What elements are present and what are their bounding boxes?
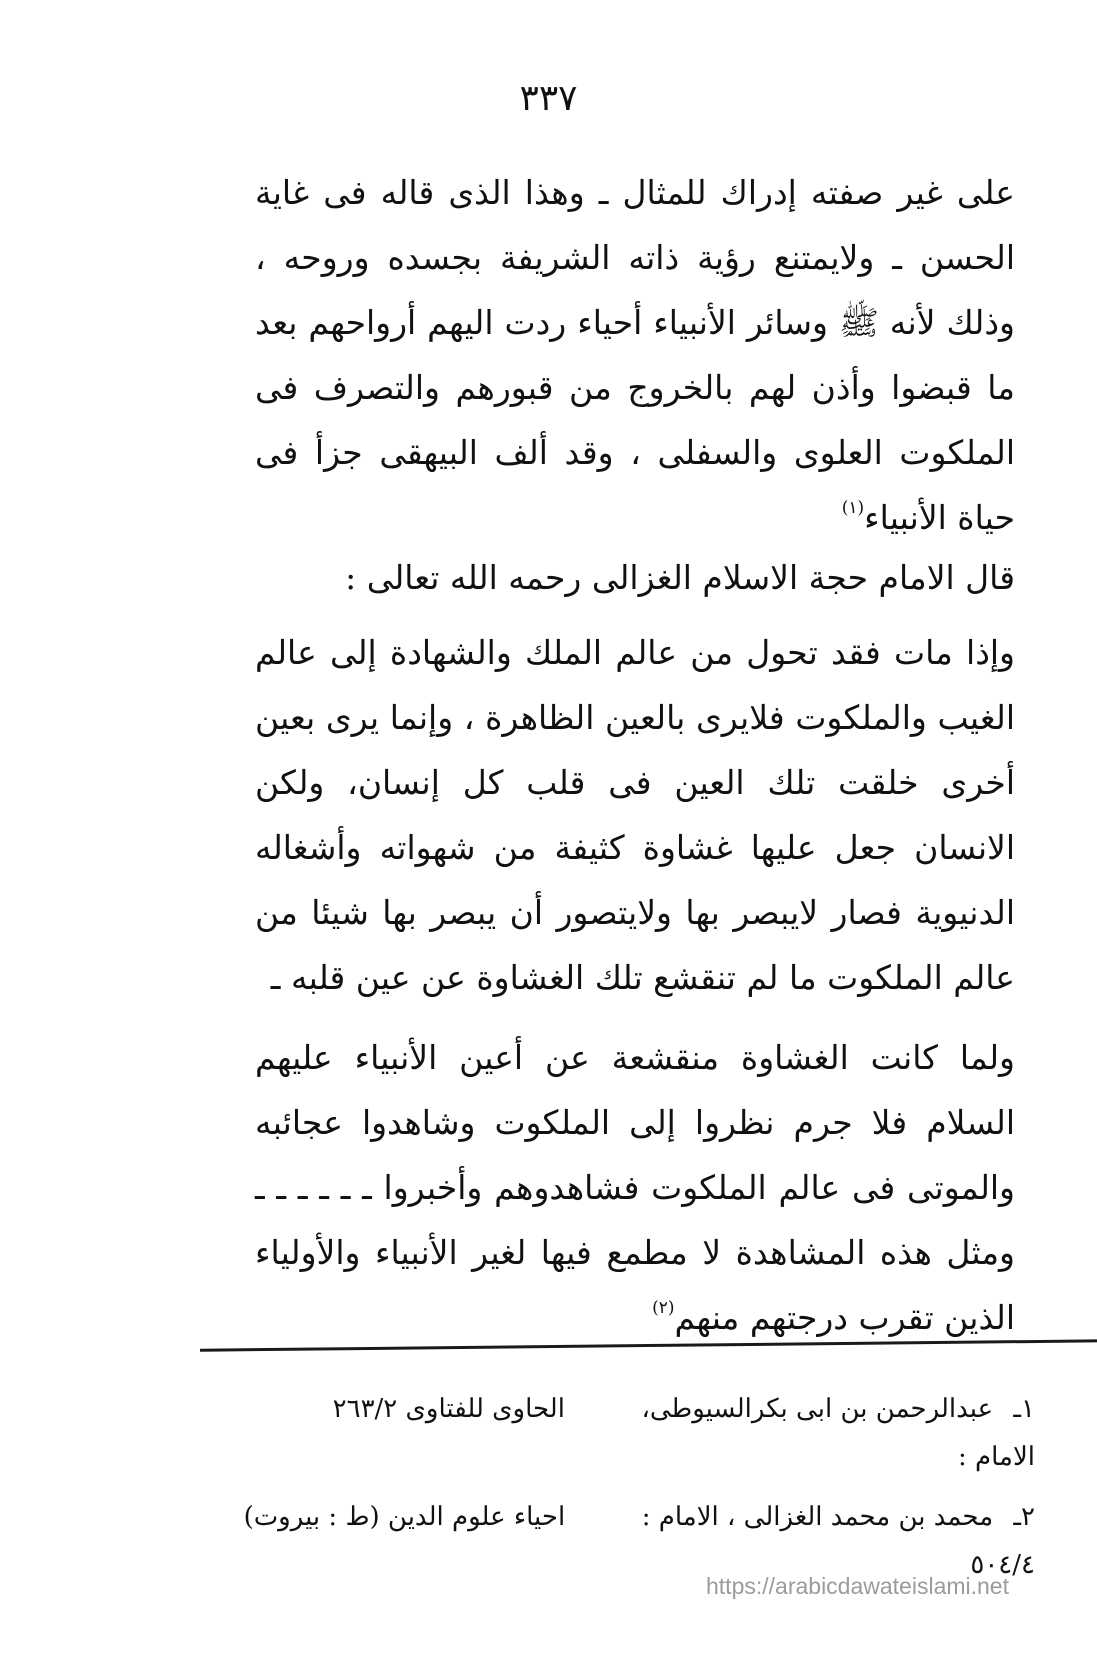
footnote-number: ١ـ [1013, 1394, 1035, 1424]
paragraph-1 [255, 160, 1015, 550]
footnote-author: عبدالرحمن بن ابى بكرالسيوطى، [641, 1394, 994, 1424]
paragraph-2 [255, 545, 1015, 610]
page-number: ٣٣٧ [519, 78, 578, 119]
footnote-author: محمد بن محمد الغزالى ، الامام : [641, 1502, 994, 1532]
footnote-continuation: الامام : [957, 1442, 1035, 1472]
paragraph-3 [255, 620, 1015, 1010]
footnotes [210, 1385, 1035, 1601]
footnote-number: ٢ـ [1013, 1502, 1035, 1532]
paragraph-text: قال الامام حجة الاسلام الغزالى رحمه الله تعالى : [345, 558, 1015, 597]
paragraph-4 [255, 1025, 1015, 1350]
footnote-source: احياء علوم الدين (ط : بيروت) ٥٠٤/٤ [243, 1502, 1035, 1580]
footnote-ref: (١) [841, 498, 865, 518]
footnote-ref: (٢) [652, 1298, 675, 1318]
paragraph-text: وإذا مات فقد تحول من عالم الملك والشهادة إلى عالم الغيب والملكوت فلايرى بالعين الظاهرة ، وإنما يرى بعين أخرى خلقت تلك العين فى قلب كل إنسان، ولكن الانسان جعل عليها غشاوة كثيفة من شهواته وأشغاله الدنيوية فصار لايبصر بها ولايتصور أن يبصر بها شيئا من عالم الملكوت ما لم تنقشع تلك الغشاوة عن عين قلبه ـ [255, 633, 1015, 997]
paragraph-text: على غير صفته إدراك للمثال ـ وهذا الذى قاله فى غاية الحسن ـ ولايمتنع رؤية ذاته الشريفة بجسده وروحه ، وذلك لأنه ﷺ وسائر الأنبياء أحياء ردت اليهم أرواحهم بعد ما قبضوا وأذن لهم بالخروج من قبورهم والتصرف فى الملكوت العلوى والسفلى ، وقد ألف البيهقى جزأ فى حياة الأنبياء [255, 173, 1016, 537]
watermark-url: https://arabicdawateislami.net [706, 1573, 1009, 1599]
paragraph-text: ولما كانت الغشاوة منقشعة عن أعين الأنبياء عليهم السلام فلا جرم نظروا إلى الملكوت وشاهدوا عجائبه والموتى فى عالم الملكوت فشاهدوهم وأخبروا ـ ـ ـ ـ ـ ـ ومثل هذه المشاهدة لا مطمع فيها لغير الأنبياء والأولياء الذين تقرب درجتهم منهم [255, 1038, 1015, 1337]
footnote-1 [210, 1385, 1035, 1481]
footnote-source: الحاوى للفتاوى ٢٦٣/٢ [332, 1394, 565, 1424]
